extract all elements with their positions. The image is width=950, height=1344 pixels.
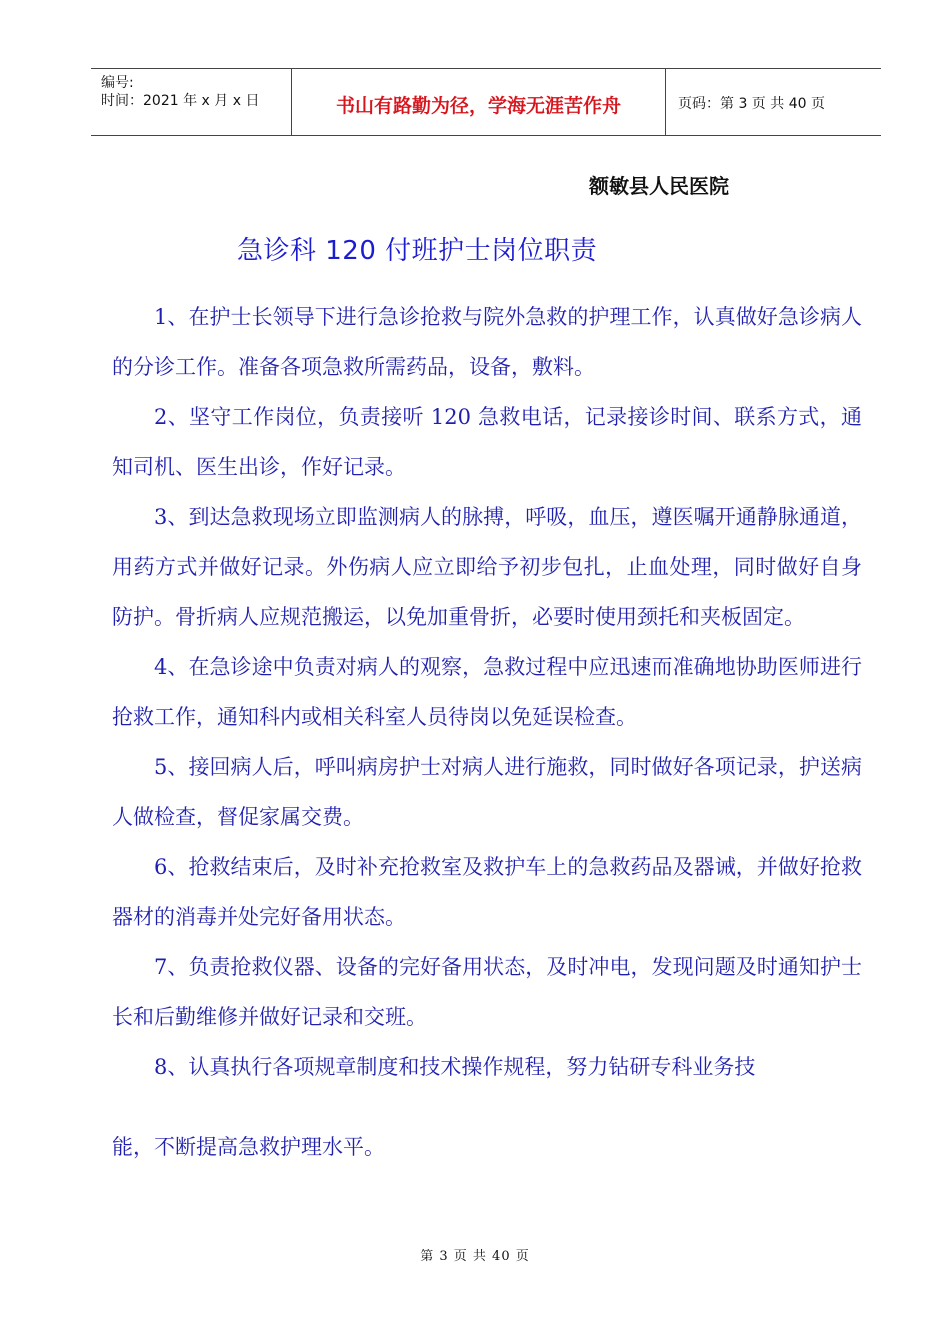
duty-item-5: 5、接回病人后，呼叫病房护士对病人进行施救，同时做好各项记录，护送病人做检查，督促家属交费。 xyxy=(112,755,862,829)
header-table xyxy=(91,68,881,136)
page-number-label: 页码：第 3 页 共 40 页 xyxy=(678,96,825,112)
duty-item-2: 2、坚守工作岗位，负责接听 120 急救电话，记录接诊时间、联系方式，通知司机、医生出诊，作好记录。 xyxy=(112,405,862,479)
duty-list xyxy=(112,292,862,1172)
header-page-cell xyxy=(666,69,881,135)
header-motto-cell xyxy=(292,69,666,135)
document-title: 急诊科 120 付班护士岗位职责 xyxy=(237,236,598,266)
duty-item-6: 6、抢救结束后，及时补充抢救室及救护车上的急救药品及器诫，并做好抢救器材的消毒并处完好备用状态。 xyxy=(112,855,862,929)
header-info-cell xyxy=(91,69,292,135)
duty-item-4: 4、在急诊途中负责对病人的观察，急救过程中应迅速而准确地协助医师进行抢救工作，通知科内或相关科室人员待岗以免延误检查。 xyxy=(112,655,862,729)
page-footer: 第 3 页 共 40 页 xyxy=(420,1249,530,1264)
time-label: 时间：2021 年 x 月 x 日 xyxy=(101,93,260,109)
duty-item-7: 7、负责抢救仪器、设备的完好备用状态，及时冲电，发现问题及时通知护士长和后勤维修并做好记录和交班。 xyxy=(112,955,862,1029)
duty-item-3: 3、到达急救现场立即监测病人的脉搏，呼吸，血压，遵医嘱开通静脉通道，用药方式并做好记录。外伤病人应立即给予初步包扎，止血处理，同时做好自身防护。骨折病人应规范搬运，以免加重骨折，必要时使用颈托和夹板固定。 xyxy=(112,505,862,629)
hospital-name: 额敏县人民医院 xyxy=(589,174,729,198)
duty-item-8-tail: 能，不断提高急救护理水平。 xyxy=(112,1135,385,1159)
duty-item-1: 1、在护士长领导下进行急诊抢救与院外急救的护理工作，认真做好急诊病人的分诊工作。准备各项急救所需药品，设备，敷料。 xyxy=(112,305,862,379)
code-label: 编号: xyxy=(101,75,134,91)
duty-item-8 xyxy=(112,1042,862,1172)
duty-item-8-line1: 8、认真执行各项规章制度和技术操作规程，努力钻研专科业务技 xyxy=(154,1055,756,1079)
motto: 书山有路勤为径，学海无涯苦作舟 xyxy=(335,95,621,117)
